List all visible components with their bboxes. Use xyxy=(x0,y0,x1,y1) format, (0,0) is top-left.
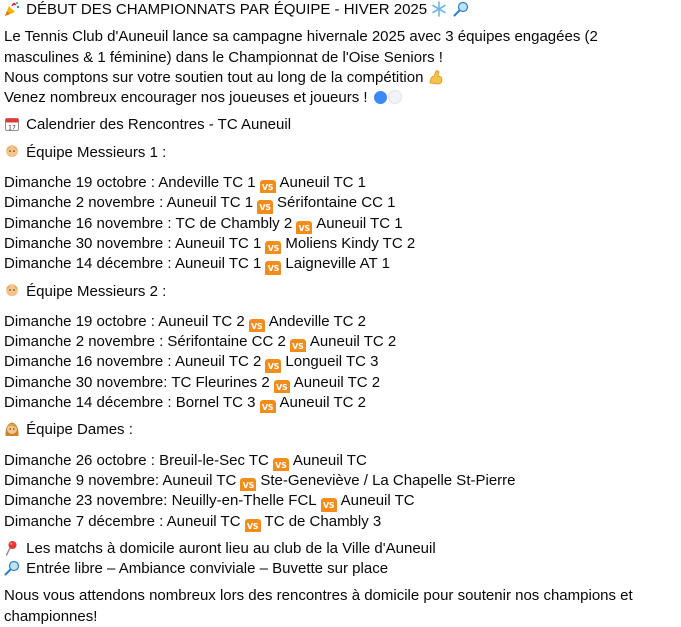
match-date: Dimanche 2 novembre : xyxy=(4,194,167,212)
match-away: Sérifontaine CC 1 xyxy=(277,194,396,212)
encourage-line xyxy=(4,88,677,108)
headline-text: DÉBUT DES CHAMPIONNATS PAR ÉQUIPE - HIVER 2025 xyxy=(26,1,428,18)
match-date: Dimanche 14 décembre : xyxy=(4,394,176,412)
match-home: Auneuil TC 2 xyxy=(174,353,262,371)
support-line xyxy=(4,68,677,88)
vs-button-icon: VS xyxy=(265,359,281,372)
match-away: Auneuil TC 2 xyxy=(309,333,397,351)
match-row xyxy=(4,312,677,332)
match-home: Auneuil TC 1 xyxy=(166,194,254,212)
match-row xyxy=(4,254,677,274)
vs-button-icon: VS xyxy=(274,380,290,393)
match-row xyxy=(4,491,677,511)
party-popper-icon xyxy=(4,1,20,17)
match-date: Dimanche 2 novembre : xyxy=(4,333,168,351)
match-away: Moliens Kindy TC 2 xyxy=(285,234,416,252)
vs-button-icon: VS xyxy=(249,319,265,332)
match-away: Auneuil TC xyxy=(340,492,415,510)
match-row xyxy=(4,234,677,254)
snowflake-icon xyxy=(431,1,447,17)
calendar-icon xyxy=(4,116,20,132)
vs-button-icon: VS xyxy=(290,339,306,352)
white-circle-icon xyxy=(388,90,402,104)
racket-icon xyxy=(4,560,20,576)
match-date: Dimanche 16 novembre : xyxy=(4,353,175,371)
intro-text: Le Tennis Club d'Auneuil lance sa campagne hivernale 2025 avec 3 équipes engagées (2 masculines & 1 féminine) dans le Championnat de l'Oise Seniors ! xyxy=(4,28,598,66)
vs-button-icon: VS xyxy=(296,221,312,234)
match-date: Dimanche 23 novembre: xyxy=(4,492,172,510)
vs-button-icon: VS xyxy=(265,241,281,254)
match-date: Dimanche 9 novembre: xyxy=(4,471,163,489)
team-name: Équipe Messieurs 1 : xyxy=(26,143,167,161)
match-date: Dimanche 30 novembre: xyxy=(4,373,172,391)
match-row xyxy=(4,373,677,393)
match-date: Dimanche 30 novembre : xyxy=(4,234,175,252)
team-title-messieurs-2 xyxy=(4,282,677,302)
headline-line xyxy=(4,0,677,20)
vs-button-icon: VS xyxy=(245,519,261,532)
closing-text: Nous vous attendons nombreux lors des rencontres à domicile pour soutenir nos champions et championnes! xyxy=(4,587,633,625)
match-away: Auneuil TC 1 xyxy=(316,214,403,232)
vs-button-icon: VS xyxy=(260,400,276,413)
match-home: Auneuil TC 1 xyxy=(174,234,262,252)
match-date: Dimanche 7 décembre : xyxy=(4,512,167,530)
team-title-dames xyxy=(4,420,677,440)
encourage-text: Venez nombreux encourager nos joueuses et joueurs ! xyxy=(4,89,368,107)
match-away: TC de Chambly 3 xyxy=(264,512,382,530)
venue-text: Les matchs à domicile auront lieu au club de la Ville d'Auneuil xyxy=(26,539,436,557)
match-row xyxy=(4,332,677,352)
team-title-messieurs-1 xyxy=(4,143,677,163)
match-home: Auneuil TC 1 xyxy=(174,255,262,273)
match-home: Auneuil TC xyxy=(166,512,241,530)
match-away: Auneuil TC 2 xyxy=(293,373,381,391)
match-date: Dimanche 16 novembre : xyxy=(4,214,176,232)
match-away: Laigneville AT 1 xyxy=(285,255,390,273)
calendar-title: Calendrier des Rencontres - TC Auneuil xyxy=(26,116,292,134)
match-row xyxy=(4,352,677,372)
match-date: Dimanche 19 octobre : xyxy=(4,312,159,330)
man-bearded-icon xyxy=(4,283,20,299)
match-date: Dimanche 19 octobre : xyxy=(4,174,159,192)
match-home: Auneuil TC xyxy=(162,471,237,489)
tennis-racket-icon xyxy=(453,1,469,17)
match-home: Neuilly-en-Thelle FCL xyxy=(171,492,317,510)
match-away: Ste-Geneviève / La Chapelle St-Pierre xyxy=(260,471,516,489)
match-home: TC de Chambly 2 xyxy=(175,214,293,232)
match-away: Auneuil TC xyxy=(292,451,367,469)
match-away: Andeville TC 2 xyxy=(268,312,366,330)
team-name: Équipe Dames : xyxy=(26,421,133,439)
match-row xyxy=(4,393,677,413)
team-name: Équipe Messieurs 2 : xyxy=(26,282,167,300)
match-home: TC Fleurines 2 xyxy=(171,373,270,391)
match-row xyxy=(4,451,677,471)
match-date: Dimanche 26 octobre : xyxy=(4,451,160,469)
match-home: Auneuil TC 2 xyxy=(158,312,245,330)
round-pushpin-icon xyxy=(4,540,20,556)
vs-button-icon: VS xyxy=(257,200,273,213)
match-home: Sérifontaine CC 2 xyxy=(167,333,286,351)
match-date: Dimanche 14 décembre : xyxy=(4,255,175,273)
match-row xyxy=(4,193,677,213)
match-row xyxy=(4,471,677,491)
info-text: Entrée libre – Ambiance conviviale – Buvette sur place xyxy=(26,560,389,578)
vs-button-icon: VS xyxy=(240,478,256,491)
match-home: Andeville TC 1 xyxy=(158,174,256,192)
flexed-biceps-icon xyxy=(428,69,444,85)
vs-button-icon: VS xyxy=(260,180,276,193)
vs-button-icon: VS xyxy=(273,458,289,471)
match-row xyxy=(4,512,677,532)
match-away: Auneuil TC 1 xyxy=(279,174,366,192)
calendar-title-line xyxy=(4,115,677,135)
woman-icon xyxy=(4,421,20,437)
support-text: Nous comptons sur votre soutien tout au long de la compétition xyxy=(4,68,424,86)
man-bearded-icon xyxy=(4,144,20,160)
match-row xyxy=(4,173,677,193)
match-home: Bornel TC 3 xyxy=(175,394,256,412)
vs-button-icon: VS xyxy=(265,261,281,274)
svg-text:17: 17 xyxy=(8,124,16,132)
match-away: Auneuil TC 2 xyxy=(279,394,366,412)
match-home: Breuil-le-Sec TC xyxy=(159,451,269,469)
blue-circle-icon xyxy=(374,91,387,104)
vs-button-icon: VS xyxy=(321,498,337,511)
info-line xyxy=(4,559,677,579)
match-row xyxy=(4,214,677,234)
venue-line xyxy=(4,539,677,559)
match-away: Longueil TC 3 xyxy=(285,353,379,371)
